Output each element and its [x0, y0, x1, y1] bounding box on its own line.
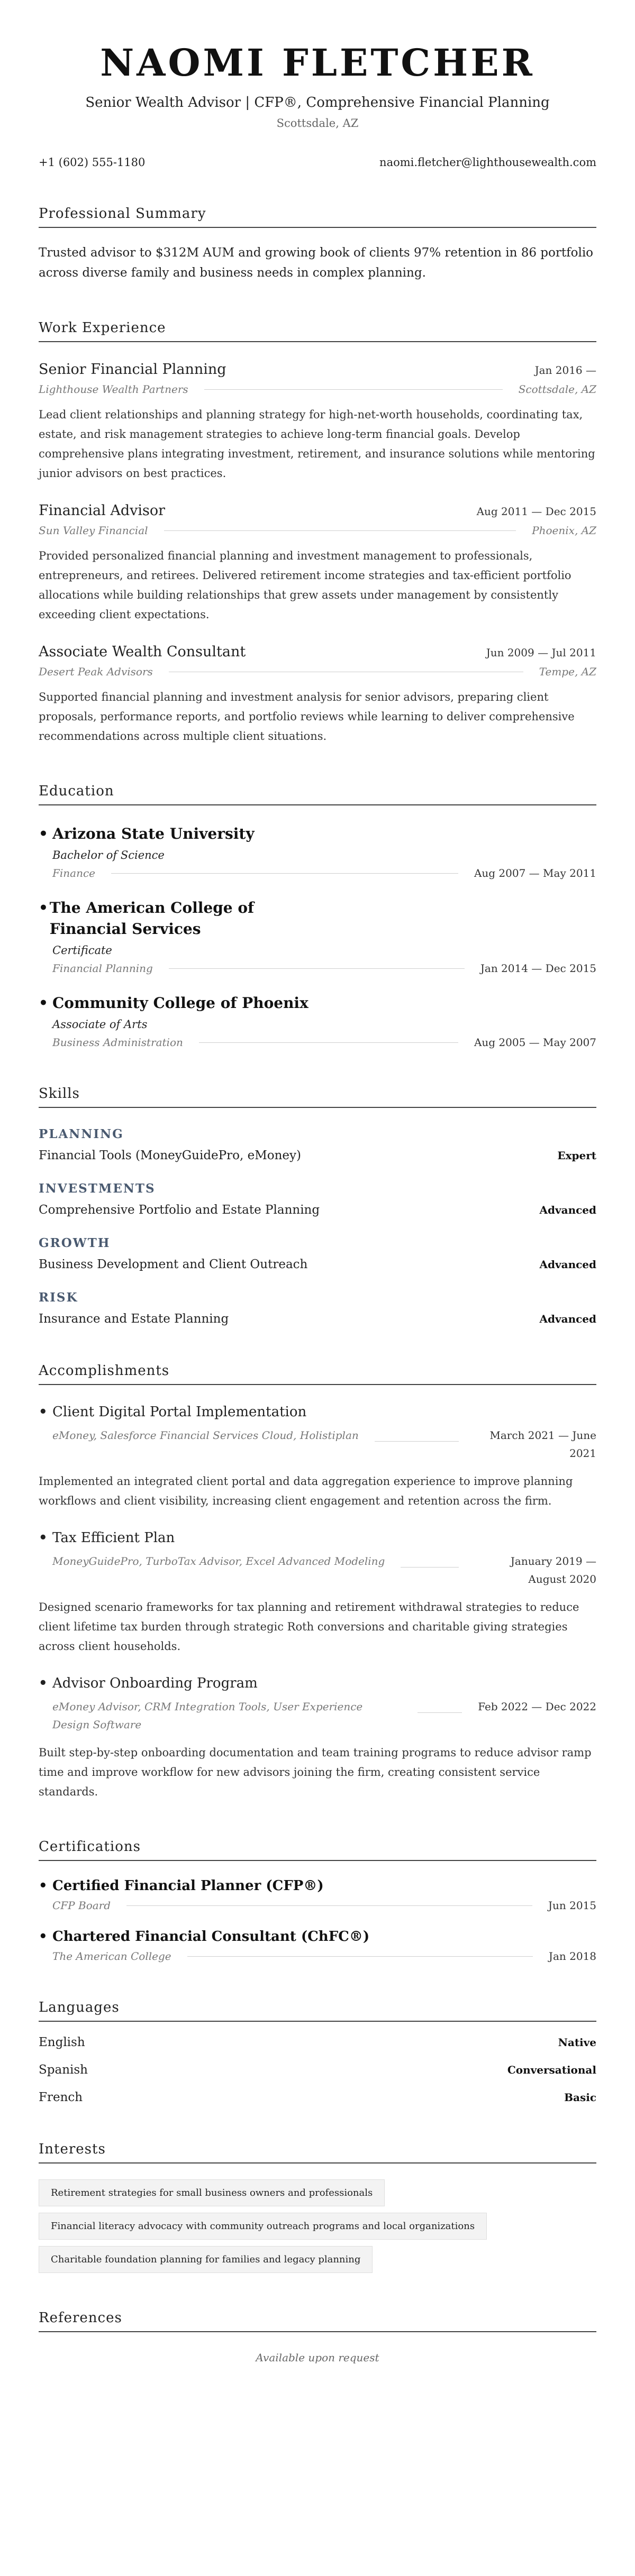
bullet-icon: •: [39, 1675, 48, 1691]
skill-category: RISK: [39, 1290, 78, 1305]
skill-name: Business Development and Client Outreach: [39, 1258, 308, 1271]
project-title: Tax Efficient Plan: [52, 1530, 175, 1546]
field-of-study: Financial Planning: [52, 962, 153, 975]
job-date: Aug 2011 — Dec 2015: [476, 505, 596, 518]
degree: Associate of Arts: [52, 1018, 148, 1031]
certification-issuer: The American College: [52, 1950, 171, 1963]
summary-section: [39, 206, 596, 283]
project-entry: [39, 1675, 596, 1802]
skill-category: INVESTMENTS: [39, 1181, 156, 1196]
resume-page: [39, 0, 596, 2433]
job-date: Jan 2016 —: [534, 364, 596, 377]
references-section: [39, 2310, 596, 2364]
job-description: Lead client relationships and planning strategy for high-net-worth households, coordinating tax, estate, and risk management strategies to achieve long-term financial goals. Develop comprehensive plans integrating investment, retirement, and insurance solutions while mentoring junior advisors on best practices.: [39, 408, 595, 480]
language-name: English: [39, 2036, 85, 2049]
job-title: Associate Wealth Consultant: [39, 644, 246, 660]
summary-text: Trusted advisor to $312M AUM and growing book of clients 97% retention in 86 portfolio across diverse family and business needs in complex planning.: [39, 246, 594, 280]
job-entry: [39, 644, 596, 746]
education-entry: [39, 993, 596, 1049]
job-location: Tempe, AZ: [539, 665, 596, 678]
project-title: Advisor Onboarding Program: [52, 1675, 258, 1691]
section-title: Education: [39, 783, 596, 805]
interest-tags: [39, 2179, 596, 2273]
education-entry: [39, 897, 596, 975]
project-entry: [39, 1404, 596, 1511]
project-tools: eMoney, Salesforce Financial Services Cloud, Holistiplan: [52, 1429, 359, 1442]
skill-group: [39, 1290, 596, 1326]
bullet-icon: •: [39, 825, 48, 842]
leader-line: [375, 1441, 459, 1442]
education-date: Aug 2007 — May 2011: [474, 867, 596, 879]
skill-name: Financial Tools (MoneyGuidePro, eMoney): [39, 1149, 301, 1162]
section-title: Certifications: [39, 1839, 596, 1861]
job-title: Financial Advisor: [39, 502, 166, 519]
school-name: The American College of Financial Services: [49, 899, 255, 938]
certifications-section: [39, 1839, 596, 1963]
leader-line: [199, 1042, 458, 1043]
section-title: Work Experience: [39, 320, 596, 342]
skill-name: Comprehensive Portfolio and Estate Planning: [39, 1203, 320, 1217]
bullet-icon: •: [39, 994, 48, 1012]
section-title: Languages: [39, 2000, 596, 2022]
job-description: Supported financial planning and investment analysis for senior advisors, preparing client proposals, performance reports, and portfolio reviews while learning to deliver comprehensive recommendations across multiple client situations.: [39, 691, 575, 742]
school-name: Community College of Phoenix: [52, 994, 309, 1012]
education-entry: [39, 823, 596, 879]
certification-title: Certified Financial Planner (CFP®): [52, 1878, 324, 1894]
job-location: Phoenix, AZ: [532, 524, 596, 537]
leader-line: [164, 530, 516, 531]
skill-level: Advanced: [539, 1313, 596, 1325]
skill-category: GROWTH: [39, 1236, 111, 1250]
page-bottom-spacer: [39, 2364, 596, 2433]
education-date: Aug 2005 — May 2007: [474, 1036, 596, 1049]
bullet-icon: •: [39, 1530, 48, 1546]
leader-line: [169, 968, 465, 969]
bullet-icon: •: [39, 1404, 48, 1420]
job-entry: [39, 361, 596, 483]
bullet-icon: •: [39, 1929, 48, 1945]
references-text: Available upon request: [256, 2351, 379, 2364]
leader-line: [187, 1956, 533, 1957]
bullet-icon: •: [39, 899, 48, 916]
skill-level: Advanced: [539, 1204, 596, 1216]
skills-section: [39, 1086, 596, 1326]
project-tools: eMoney Advisor, CRM Integration Tools, User Experience Design Software: [52, 1700, 363, 1731]
project-date: Feb 2022 — Dec 2022: [478, 1700, 596, 1713]
candidate-name: NAOMI FLETCHER: [100, 41, 535, 85]
section-title: Skills: [39, 1086, 596, 1108]
certification-entry: [39, 1878, 596, 1912]
job-title: Senior Financial Planning: [39, 361, 226, 378]
project-description: Designed scenario frameworks for tax planning and retirement withdrawal strategies to reduce client lifetime tax burden through strategic Roth conversions and charitable giving strategies across client households.: [39, 1601, 579, 1653]
candidate-location: Scottsdale, AZ: [276, 117, 359, 130]
interest-tag: Charitable foundation planning for families and legacy planning: [39, 2246, 373, 2273]
interest-tag: Financial literacy advocacy with community outreach programs and local organizations: [39, 2213, 487, 2240]
certification-entry: [39, 1929, 596, 1963]
certification-date: Jan 2018: [548, 1950, 596, 1963]
project-tools: MoneyGuidePro, TurboTax Advisor, Excel Advanced Modeling: [52, 1555, 385, 1567]
project-description: Implemented an integrated client portal and data aggregation experience to improve planning workflows and client visibility, increasing client engagement and retention across the firm.: [39, 1475, 573, 1507]
section-title: Interests: [39, 2141, 596, 2164]
section-title: References: [39, 2310, 596, 2332]
field-of-study: Finance: [52, 867, 95, 879]
interests-section: [39, 2141, 596, 2273]
field-of-study: Business Administration: [52, 1036, 183, 1049]
contact-row: [39, 156, 596, 169]
project-date: January 2019 — August 2020: [510, 1555, 596, 1585]
certification-issuer: CFP Board: [52, 1899, 111, 1912]
school-name: Arizona State University: [52, 825, 255, 842]
skill-name: Insurance and Estate Planning: [39, 1312, 229, 1326]
skill-group: [39, 1236, 596, 1271]
leader-line: [126, 1905, 532, 1906]
job-description: Provided personalized financial planning and investment management to professionals, entrepreneurs, and retirees. Delivered retirement income strategies and tax-efficient portfolio allocations while building relationships that grew assets under management by consistently exceeding client expectations.: [39, 549, 572, 621]
job-date: Jun 2009 — Jul 2011: [486, 646, 596, 659]
certification-date: Jun 2015: [548, 1899, 596, 1912]
job-company: Sun Valley Financial: [39, 524, 148, 537]
language-row: [39, 2091, 596, 2104]
leader-line: [204, 389, 503, 390]
project-date: March 2021 — June 2021: [489, 1429, 596, 1460]
interest-tag: Retirement strategies for small business owners and professionals: [39, 2179, 385, 2206]
certification-title: Chartered Financial Consultant (ChFC®): [52, 1929, 370, 1945]
degree: Bachelor of Science: [52, 849, 165, 861]
contact-phone[interactable]: +1 (602) 555-1180: [39, 156, 146, 169]
language-level: Basic: [564, 2091, 596, 2104]
skill-category: PLANNING: [39, 1127, 124, 1141]
job-location: Scottsdale, AZ: [518, 383, 596, 396]
education-section: [39, 783, 596, 1049]
contact-email[interactable]: naomi.fletcher@lighthousewealth.com: [379, 156, 596, 169]
resume-header: [39, 0, 596, 130]
education-date: Jan 2014 — Dec 2015: [480, 962, 596, 975]
language-row: [39, 2063, 596, 2077]
language-level: Conversational: [507, 2064, 596, 2076]
project-entry: [39, 1530, 596, 1656]
languages-section: [39, 2000, 596, 2104]
job-company: Lighthouse Wealth Partners: [39, 383, 188, 396]
projects-section: [39, 1363, 596, 1802]
job-entry: [39, 502, 596, 625]
language-level: Native: [558, 2036, 596, 2049]
skill-group: [39, 1181, 596, 1217]
degree: Certificate: [52, 944, 112, 957]
language-name: French: [39, 2091, 83, 2104]
skill-level: Expert: [557, 1149, 596, 1162]
section-title: Accomplishments: [39, 1363, 596, 1385]
bullet-icon: •: [39, 1878, 48, 1894]
skill-level: Advanced: [539, 1258, 596, 1271]
project-title: Client Digital Portal Implementation: [52, 1404, 307, 1420]
language-row: [39, 2036, 596, 2049]
project-description: Built step-by-step onboarding documentation and team training programs to reduce advisor ramp time and improve workflow for new advisors joining the firm, creating consistent service standards.: [39, 1746, 592, 1798]
experience-section: [39, 320, 596, 746]
skill-group: [39, 1127, 596, 1162]
leader-line: [111, 873, 458, 874]
language-name: Spanish: [39, 2063, 88, 2077]
candidate-headline: Senior Wealth Advisor | CFP®, Comprehensive Financial Planning: [85, 95, 550, 111]
job-company: Desert Peak Advisors: [39, 665, 153, 678]
leader-line: [418, 1712, 462, 1713]
section-title: Professional Summary: [39, 206, 596, 228]
